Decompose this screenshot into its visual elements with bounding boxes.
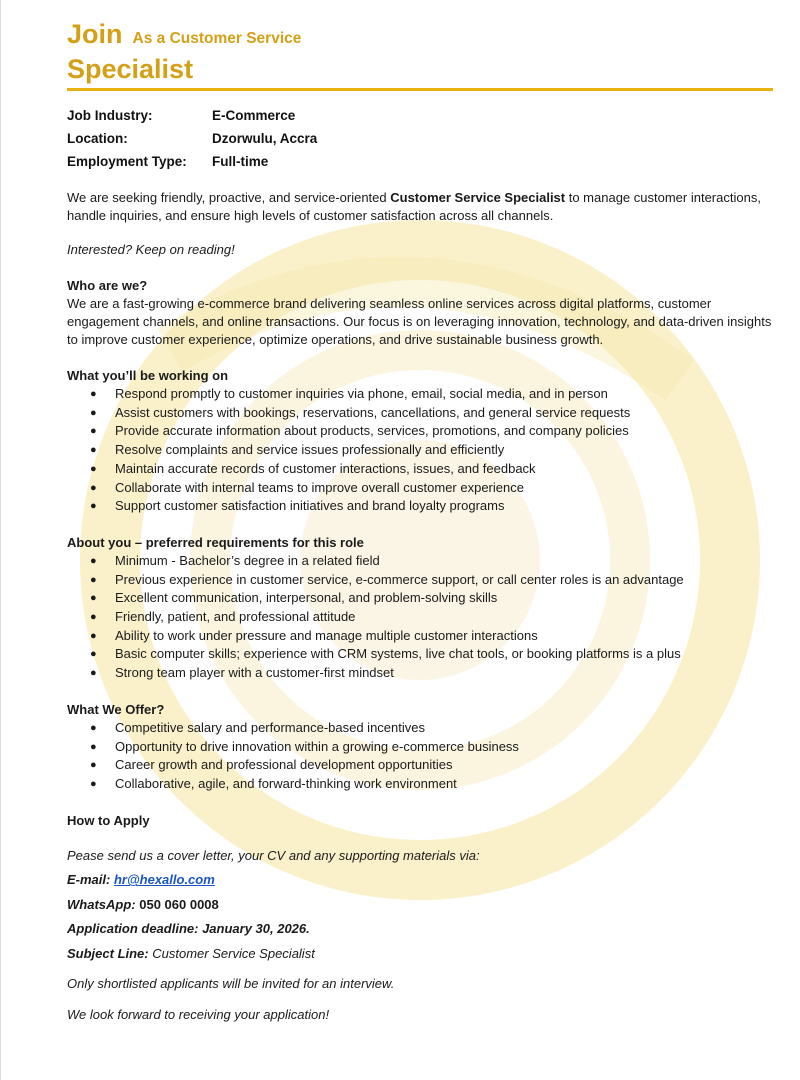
- benefits-list: [67, 719, 779, 794]
- requirements-list: [67, 552, 779, 683]
- list-item: ● Minimum - Bachelor’s degree in a related field: [90, 552, 380, 568]
- intro-role: Customer Service Specialist: [390, 190, 566, 205]
- shortlist-note: Only shortlisted applicants will be invited for an interview.: [67, 976, 395, 992]
- title-divider: [67, 88, 773, 91]
- list-item: ● Previous experience in customer service, e-commerce support, or call center roles is an advantage: [90, 571, 684, 587]
- job-posting: [67, 18, 779, 1027]
- apply-subject: [67, 942, 779, 967]
- list-item: ● Competitive salary and performance-based incentives: [90, 719, 425, 735]
- section-heading: About you – preferred requirements for this role: [67, 534, 364, 550]
- whatsapp-number: 050 060 0008: [139, 896, 219, 912]
- list-item: ● Career growth and professional development opportunities: [90, 757, 453, 773]
- interested-line: Interested? Keep on reading!: [67, 242, 235, 257]
- section-benefits: [67, 701, 779, 794]
- list-item: ● Support customer satisfaction initiatives and brand loyalty programs: [90, 498, 505, 514]
- intro-paragraph: [67, 189, 779, 225]
- title-role-prefix: As a Customer Service: [132, 30, 302, 47]
- email-link[interactable]: hr@hexallo.com: [113, 872, 215, 888]
- meta-label: Location:: [67, 131, 128, 146]
- list-item: ● Opportunity to drive innovation within a growing e-commerce business: [90, 738, 519, 754]
- job-meta: [67, 104, 779, 173]
- list-item: ● Ability to work under pressure and manage multiple customer interactions: [90, 627, 538, 643]
- meta-value: E-Commerce: [212, 108, 296, 123]
- email-label: E-mail:: [67, 872, 111, 888]
- title-join: Join: [67, 19, 123, 49]
- list-item: ● Assist customers with bookings, reservations, cancellations, and general service requests: [90, 404, 631, 420]
- list-item: ● Maintain accurate records of customer interactions, issues, and feedback: [90, 460, 536, 476]
- intro-text-end: to manage customer interactions, handle inquiries, and ensure high levels of customer satisfaction across all channels.: [67, 190, 761, 223]
- section-who-are-we: [67, 277, 779, 349]
- section-heading: What We Offer?: [67, 701, 165, 717]
- subject-label: Subject Line:: [67, 945, 149, 961]
- meta-row-employment-type: [67, 150, 779, 173]
- section-heading: What you’ll be working on: [67, 368, 229, 383]
- list-item: ● Provide accurate information about products, services, promotions, and company policies: [90, 423, 629, 439]
- section-requirements: [67, 534, 779, 683]
- closing-note: We look forward to receiving your application!: [67, 1006, 330, 1022]
- section-body: We are a fast-growing e-commerce brand delivering seamless online services across digital platforms, customer engagement channels, and online transactions. Our focus is on leveraging innovation, technology, and data-driven insights to improve customer experience, optimize operations, and drive sustainable business growth.: [67, 296, 772, 347]
- whatsapp-label: WhatsApp:: [67, 896, 136, 912]
- intro-text: We are seeking friendly, proactive, and service-oriented: [67, 190, 391, 205]
- meta-row-industry: [67, 104, 779, 127]
- title-role: Specialist: [67, 54, 194, 84]
- section-responsibilities: [67, 367, 779, 516]
- list-item: ● Basic computer skills; experience with CRM systems, live chat tools, or booking platforms is a plus: [90, 646, 681, 662]
- list-item: ● Collaborate with internal teams to improve overall customer experience: [90, 479, 524, 495]
- list-item: ● Strong team player with a customer-first mindset: [90, 665, 394, 681]
- section-heading: How to Apply: [67, 812, 150, 828]
- apply-details: [67, 844, 779, 1028]
- list-item: ● Excellent communication, interpersonal, and problem-solving skills: [90, 590, 498, 606]
- list-item: ● Collaborative, agile, and forward-thinking work environment: [90, 775, 457, 791]
- meta-row-location: [67, 127, 779, 150]
- apply-whatsapp: [67, 893, 779, 918]
- list-item: ● Respond promptly to customer inquiries via phone, email, social media, and in person: [90, 386, 608, 401]
- section-heading: Who are we?: [67, 278, 148, 293]
- list-item: ● Resolve complaints and service issues professionally and efficiently: [90, 442, 505, 458]
- meta-label: Job Industry:: [67, 108, 153, 123]
- section-how-to-apply: [67, 812, 779, 1028]
- meta-value: Full-time: [212, 154, 269, 169]
- apply-deadline: Application deadline: January 30, 2026.: [67, 921, 310, 937]
- apply-email: [67, 868, 779, 893]
- subject-value: Customer Service Specialist: [152, 945, 315, 961]
- meta-label: Employment Type:: [67, 154, 187, 169]
- responsibilities-list: [67, 385, 779, 516]
- meta-value: Dzorwulu, Accra: [212, 131, 318, 146]
- page-edge: [0, 0, 1, 1080]
- apply-instructions: Pease send us a cover letter, your CV and any supporting materials via:: [67, 847, 480, 863]
- title-line-1: [67, 18, 779, 50]
- list-item: ● Friendly, patient, and professional attitude: [90, 609, 356, 625]
